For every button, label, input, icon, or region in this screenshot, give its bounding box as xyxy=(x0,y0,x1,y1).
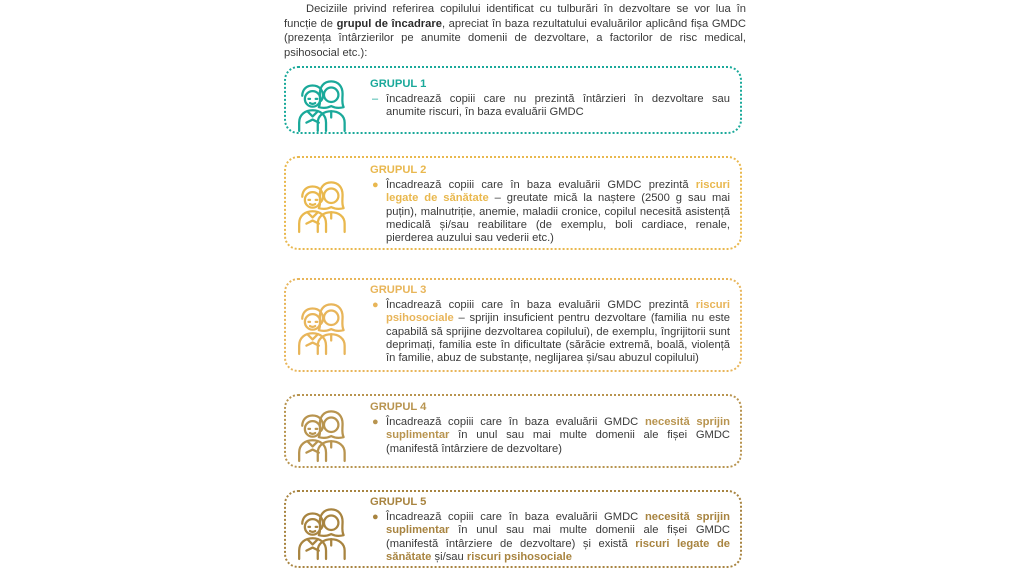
family-icon xyxy=(294,172,356,234)
group-1-box xyxy=(284,66,742,134)
group-3-box xyxy=(284,278,742,372)
group-5-highlight-3: riscuri psihosociale xyxy=(466,550,572,563)
group-3-highlight: riscuri psihosociale xyxy=(386,299,730,325)
group-2-highlight: riscuri legate de sănătate xyxy=(386,179,730,205)
intro-text-2: , apreciat în baza rezultatului evaluărilor aplicând fișa GMDC (prezența întârzierilor pe anumite domenii de dezvoltare, a factorilor de risc medical, psihosocial etc.): xyxy=(284,17,746,59)
group-4-highlight: necesită sprijin suplimentar xyxy=(386,416,730,442)
group-1-description: – încadrează copiii care nu prezintă întârzieri în dezvoltare sau anumite riscuri, în baza evaluării GMDC xyxy=(372,93,730,119)
family-icon xyxy=(294,294,356,356)
group-5-box xyxy=(284,490,742,568)
group-5-highlight-2: riscuri legate de sănătate xyxy=(386,537,730,563)
group-3-title: GRUPUL 3 xyxy=(370,284,427,296)
family-icon xyxy=(294,71,356,133)
group-3-bullet: ● xyxy=(372,299,379,311)
group-2-title: GRUPUL 2 xyxy=(370,164,427,176)
group-2-box xyxy=(284,156,742,250)
group-1-title: GRUPUL 1 xyxy=(370,78,427,90)
group-4-title: GRUPUL 4 xyxy=(370,401,427,413)
intro-bold: grupul de încadrare xyxy=(336,17,442,30)
group-1-bullet: – xyxy=(372,93,379,105)
group-5-bullet: ● xyxy=(372,511,379,523)
family-icon xyxy=(294,401,356,463)
intro-text-1: Deciziile privind referirea copilului identificat cu tulburări în dezvoltare se vor lua în funcție de xyxy=(284,3,746,30)
group-5-highlight-1: necesită sprijin suplimentar xyxy=(386,511,730,537)
group-2-description: ● Încadrează copiii care în baza evaluării GMDC prezintă riscuri legate de sănătate – greutate mică la naștere (2500 g sau mai puțin), malnutriție, anemie, maladii cronice, copilul necesită asistență medicală și/sau reabilitare (de exemplu, boli cardiace, renale, pierderea auzului sau vederii etc.) xyxy=(372,179,730,245)
group-4-bullet: ● xyxy=(372,416,379,428)
family-icon xyxy=(294,499,356,561)
group-3-description: ● Încadrează copiii care în baza evaluării GMDC prezintă riscuri psihosociale – sprijin insuficient pentru dezvoltare (familia nu este capabilă să sprijine dezvoltarea copilului), de exemplu, îngrijitorii sunt deprimați, familia este în dificultate (sărăcie extremă, boală, violență în familie, abuz de substanțe, neglijarea și/sau abuzul copilului) xyxy=(372,299,730,365)
intro-paragraph xyxy=(284,2,746,60)
group-2-bullet: ● xyxy=(372,179,379,191)
group-4-description: ● Încadrează copiii care în baza evaluării GMDC necesită sprijin suplimentar în unul sau mai multe domenii ale fișei GMDC (manifestă întârziere de dezvoltare) xyxy=(372,416,730,455)
group-4-box xyxy=(284,394,742,468)
group-5-title: GRUPUL 5 xyxy=(370,496,427,508)
group-5-description: ● Încadrează copiii care în baza evaluării GMDC necesită sprijin suplimentar în unul sau mai multe domenii ale fișei GMDC (manifestă întârziere de dezvoltare) și există riscuri legate de sănătate și/sau riscuri psihosociale xyxy=(372,511,730,563)
